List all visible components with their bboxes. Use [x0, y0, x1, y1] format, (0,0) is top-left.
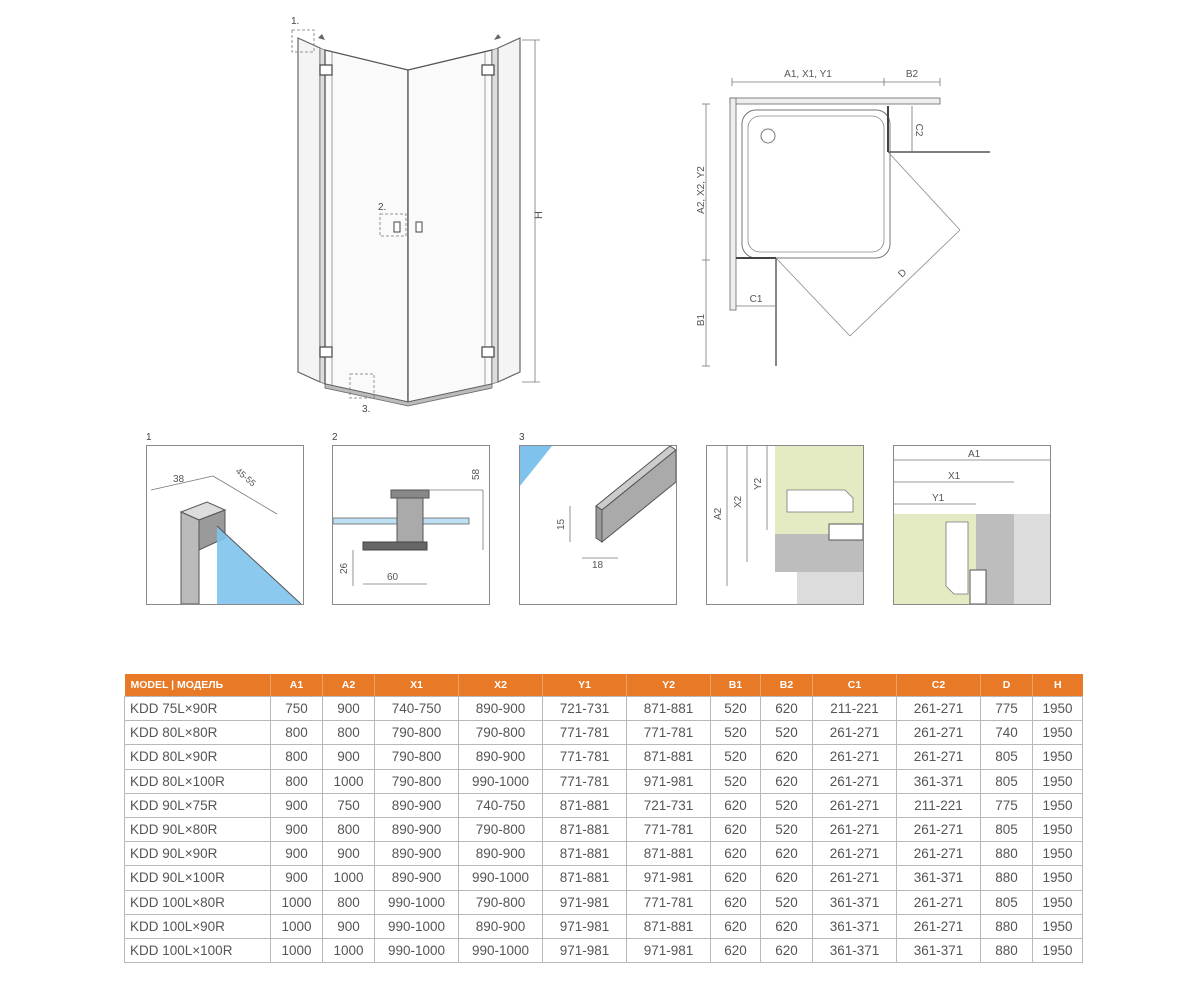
table-cell: 261-271	[813, 745, 897, 769]
table-row	[125, 817, 1083, 841]
table-cell: 261-271	[897, 721, 981, 745]
enclosure-front-diagram	[280, 10, 560, 415]
table-cell: 871-881	[543, 842, 627, 866]
plan-label-b1: B1	[696, 313, 707, 327]
table-cell: 990-1000	[459, 938, 543, 962]
detail-1-number: 1	[146, 432, 152, 443]
column-header: D	[981, 674, 1033, 697]
plan-label-a2: A2, X2, Y2	[696, 166, 707, 214]
table-cell: 620	[711, 866, 761, 890]
table-row	[125, 890, 1083, 914]
table-row	[125, 769, 1083, 793]
column-header: H	[1033, 674, 1083, 697]
height-label: H	[533, 211, 545, 219]
table-cell: 620	[761, 842, 813, 866]
table-cell: 620	[711, 890, 761, 914]
table-cell: 620	[711, 842, 761, 866]
table-cell: 361-371	[897, 866, 981, 890]
table-row	[125, 914, 1083, 938]
table-cell: 890-900	[375, 866, 459, 890]
detail-4-panel	[706, 445, 864, 605]
table-cell: 971-981	[627, 769, 711, 793]
table-cell: 900	[271, 866, 323, 890]
table-cell: 800	[323, 890, 375, 914]
table-cell: 871-881	[627, 842, 711, 866]
model-cell: KDD 80L×80R	[125, 721, 271, 745]
table-cell: 1000	[323, 866, 375, 890]
table-cell: 771-781	[543, 769, 627, 793]
table-cell: 771-781	[627, 890, 711, 914]
detail-2-number: 2	[332, 432, 338, 443]
table-cell: 361-371	[897, 938, 981, 962]
table-cell: 880	[981, 938, 1033, 962]
table-cell: 261-271	[897, 914, 981, 938]
table-cell: 261-271	[813, 866, 897, 890]
table-cell: 900	[323, 842, 375, 866]
table-cell: 890-900	[459, 914, 543, 938]
table-cell: 1950	[1033, 697, 1083, 721]
table-row	[125, 938, 1083, 962]
table-cell: 520	[711, 721, 761, 745]
table-cell: 261-271	[897, 890, 981, 914]
detail-1-dim-38: 38	[173, 474, 185, 485]
detail-5-label-a1: A1	[968, 449, 981, 460]
table-cell: 805	[981, 817, 1033, 841]
table-cell: 520	[711, 697, 761, 721]
table-cell: 805	[981, 769, 1033, 793]
table-cell: 1950	[1033, 890, 1083, 914]
table-cell: 620	[711, 914, 761, 938]
table-cell: 361-371	[813, 914, 897, 938]
table-cell: 1000	[271, 890, 323, 914]
detail-1-dim-45-55: 45-55	[233, 465, 258, 489]
table-cell: 990-1000	[459, 769, 543, 793]
callout-3: 3.	[362, 404, 371, 415]
table-cell: 771-781	[543, 745, 627, 769]
table-cell: 620	[761, 769, 813, 793]
plan-label-c1: C1	[749, 294, 763, 305]
detail-3-dim-18: 18	[592, 560, 604, 571]
callout-1: 1.	[291, 16, 300, 27]
table-cell: 890-900	[375, 793, 459, 817]
model-cell: KDD 100L×80R	[125, 890, 271, 914]
column-header: A2	[323, 674, 375, 697]
table-cell: 790-800	[459, 890, 543, 914]
spec-table	[124, 674, 1083, 963]
table-cell: 771-781	[627, 817, 711, 841]
table-cell: 890-900	[375, 842, 459, 866]
table-cell: 971-981	[627, 938, 711, 962]
table-cell: 261-271	[813, 793, 897, 817]
detail-3-dim-15: 15	[556, 518, 567, 530]
table-cell: 740-750	[375, 697, 459, 721]
detail-4-label-y2: Y2	[753, 477, 764, 490]
model-cell: KDD 80L×100R	[125, 769, 271, 793]
table-cell: 620	[761, 866, 813, 890]
plan-label-b2: B2	[905, 69, 919, 80]
plan-view-diagram	[690, 60, 1010, 380]
detail-5-label-y1: Y1	[932, 493, 945, 504]
table-cell: 1000	[271, 938, 323, 962]
table-cell: 800	[323, 721, 375, 745]
table-cell: 900	[323, 914, 375, 938]
table-cell: 1000	[271, 914, 323, 938]
table-cell: 261-271	[897, 842, 981, 866]
table-row	[125, 745, 1083, 769]
table-cell: 261-271	[897, 817, 981, 841]
table-cell: 790-800	[375, 721, 459, 745]
table-cell: 771-781	[627, 721, 711, 745]
table-cell: 721-731	[543, 697, 627, 721]
table-cell: 890-900	[459, 697, 543, 721]
table-cell: 740-750	[459, 793, 543, 817]
table-cell: 620	[711, 817, 761, 841]
table-cell: 520	[761, 890, 813, 914]
detail-2-panel	[332, 445, 490, 605]
callout-2: 2.	[378, 202, 387, 213]
table-cell: 800	[323, 817, 375, 841]
table-cell: 361-371	[897, 769, 981, 793]
table-cell: 520	[711, 769, 761, 793]
table-cell: 261-271	[813, 721, 897, 745]
table-row	[125, 842, 1083, 866]
table-cell: 890-900	[375, 817, 459, 841]
table-cell: 1950	[1033, 842, 1083, 866]
table-cell: 261-271	[813, 769, 897, 793]
table-cell: 900	[271, 793, 323, 817]
table-cell: 1950	[1033, 817, 1083, 841]
table-cell: 900	[323, 745, 375, 769]
table-cell: 971-981	[543, 914, 627, 938]
table-cell: 871-881	[627, 697, 711, 721]
detail-4-label-x2: X2	[733, 495, 744, 508]
detail-3-number: 3	[519, 432, 525, 443]
spec-table-header	[125, 674, 1083, 697]
table-cell: 790-800	[375, 745, 459, 769]
table-row	[125, 793, 1083, 817]
table-cell: 971-981	[627, 866, 711, 890]
table-cell: 805	[981, 890, 1033, 914]
model-cell: KDD 90L×80R	[125, 817, 271, 841]
column-header: X1	[375, 674, 459, 697]
table-cell: 361-371	[813, 890, 897, 914]
column-header: Y1	[543, 674, 627, 697]
model-cell: KDD 80L×90R	[125, 745, 271, 769]
table-cell: 361-371	[813, 938, 897, 962]
table-cell: 900	[271, 842, 323, 866]
plan-label-a1: A1, X1, Y1	[784, 69, 832, 80]
table-cell: 1950	[1033, 721, 1083, 745]
table-cell: 805	[981, 745, 1033, 769]
plan-label-d: D	[896, 267, 910, 281]
table-cell: 800	[271, 769, 323, 793]
detail-2-dim-60: 60	[387, 572, 399, 583]
plan-label-c2: C2	[913, 123, 924, 137]
table-cell: 1000	[323, 769, 375, 793]
table-cell: 261-271	[897, 745, 981, 769]
table-cell: 1950	[1033, 938, 1083, 962]
column-header: MODEL | МОДЕЛЬ	[125, 674, 271, 697]
table-cell: 880	[981, 866, 1033, 890]
detail-5-panel	[893, 445, 1051, 605]
table-cell: 1000	[323, 938, 375, 962]
column-header: C2	[897, 674, 981, 697]
table-cell: 1950	[1033, 745, 1083, 769]
table-row	[125, 697, 1083, 721]
table-cell: 971-981	[543, 890, 627, 914]
table-cell: 871-881	[543, 817, 627, 841]
table-cell: 520	[761, 793, 813, 817]
table-cell: 990-1000	[375, 938, 459, 962]
table-cell: 261-271	[897, 697, 981, 721]
table-cell: 871-881	[627, 745, 711, 769]
table-cell: 620	[761, 914, 813, 938]
table-cell: 990-1000	[375, 914, 459, 938]
table-cell: 771-781	[543, 721, 627, 745]
model-cell: KDD 90L×90R	[125, 842, 271, 866]
table-cell: 790-800	[375, 769, 459, 793]
table-cell: 620	[761, 745, 813, 769]
table-cell: 620	[761, 938, 813, 962]
model-cell: KDD 75L×90R	[125, 697, 271, 721]
table-cell: 880	[981, 914, 1033, 938]
detail-2-dim-26: 26	[339, 562, 350, 574]
column-header: B2	[761, 674, 813, 697]
table-cell: 520	[761, 817, 813, 841]
table-cell: 800	[271, 745, 323, 769]
table-cell: 871-881	[543, 793, 627, 817]
table-cell: 800	[271, 721, 323, 745]
table-cell: 971-981	[543, 938, 627, 962]
table-cell: 721-731	[627, 793, 711, 817]
column-header: Y2	[627, 674, 711, 697]
model-cell: KDD 90L×75R	[125, 793, 271, 817]
table-cell: 990-1000	[375, 890, 459, 914]
column-header: C1	[813, 674, 897, 697]
table-cell: 990-1000	[459, 866, 543, 890]
table-cell: 871-881	[543, 866, 627, 890]
table-cell: 1950	[1033, 866, 1083, 890]
table-cell: 890-900	[459, 842, 543, 866]
detail-4-label-a2: A2	[713, 507, 724, 520]
table-cell: 750	[271, 697, 323, 721]
table-cell: 775	[981, 697, 1033, 721]
detail-5-label-x1: X1	[948, 471, 961, 482]
table-cell: 790-800	[459, 817, 543, 841]
table-cell: 520	[711, 745, 761, 769]
column-header: B1	[711, 674, 761, 697]
table-row	[125, 721, 1083, 745]
table-cell: 740	[981, 721, 1033, 745]
model-cell: KDD 100L×90R	[125, 914, 271, 938]
table-cell: 871-881	[627, 914, 711, 938]
detail-2-dim-58: 58	[471, 468, 482, 480]
detail-1-panel	[146, 445, 304, 605]
table-cell: 900	[271, 817, 323, 841]
table-cell: 900	[323, 697, 375, 721]
detail-3-panel	[519, 445, 677, 605]
table-cell: 880	[981, 842, 1033, 866]
table-cell: 620	[761, 697, 813, 721]
table-cell: 620	[711, 793, 761, 817]
table-cell: 775	[981, 793, 1033, 817]
model-cell: KDD 90L×100R	[125, 866, 271, 890]
table-cell: 620	[711, 938, 761, 962]
table-cell: 1950	[1033, 769, 1083, 793]
table-row	[125, 866, 1083, 890]
table-cell: 211-221	[897, 793, 981, 817]
table-cell: 750	[323, 793, 375, 817]
column-header: A1	[271, 674, 323, 697]
table-cell: 261-271	[813, 817, 897, 841]
table-cell: 890-900	[459, 745, 543, 769]
column-header: X2	[459, 674, 543, 697]
table-cell: 1950	[1033, 793, 1083, 817]
table-cell: 790-800	[459, 721, 543, 745]
table-cell: 520	[761, 721, 813, 745]
table-cell: 261-271	[813, 842, 897, 866]
table-cell: 1950	[1033, 914, 1083, 938]
table-cell: 211-221	[813, 697, 897, 721]
model-cell: KDD 100L×100R	[125, 938, 271, 962]
